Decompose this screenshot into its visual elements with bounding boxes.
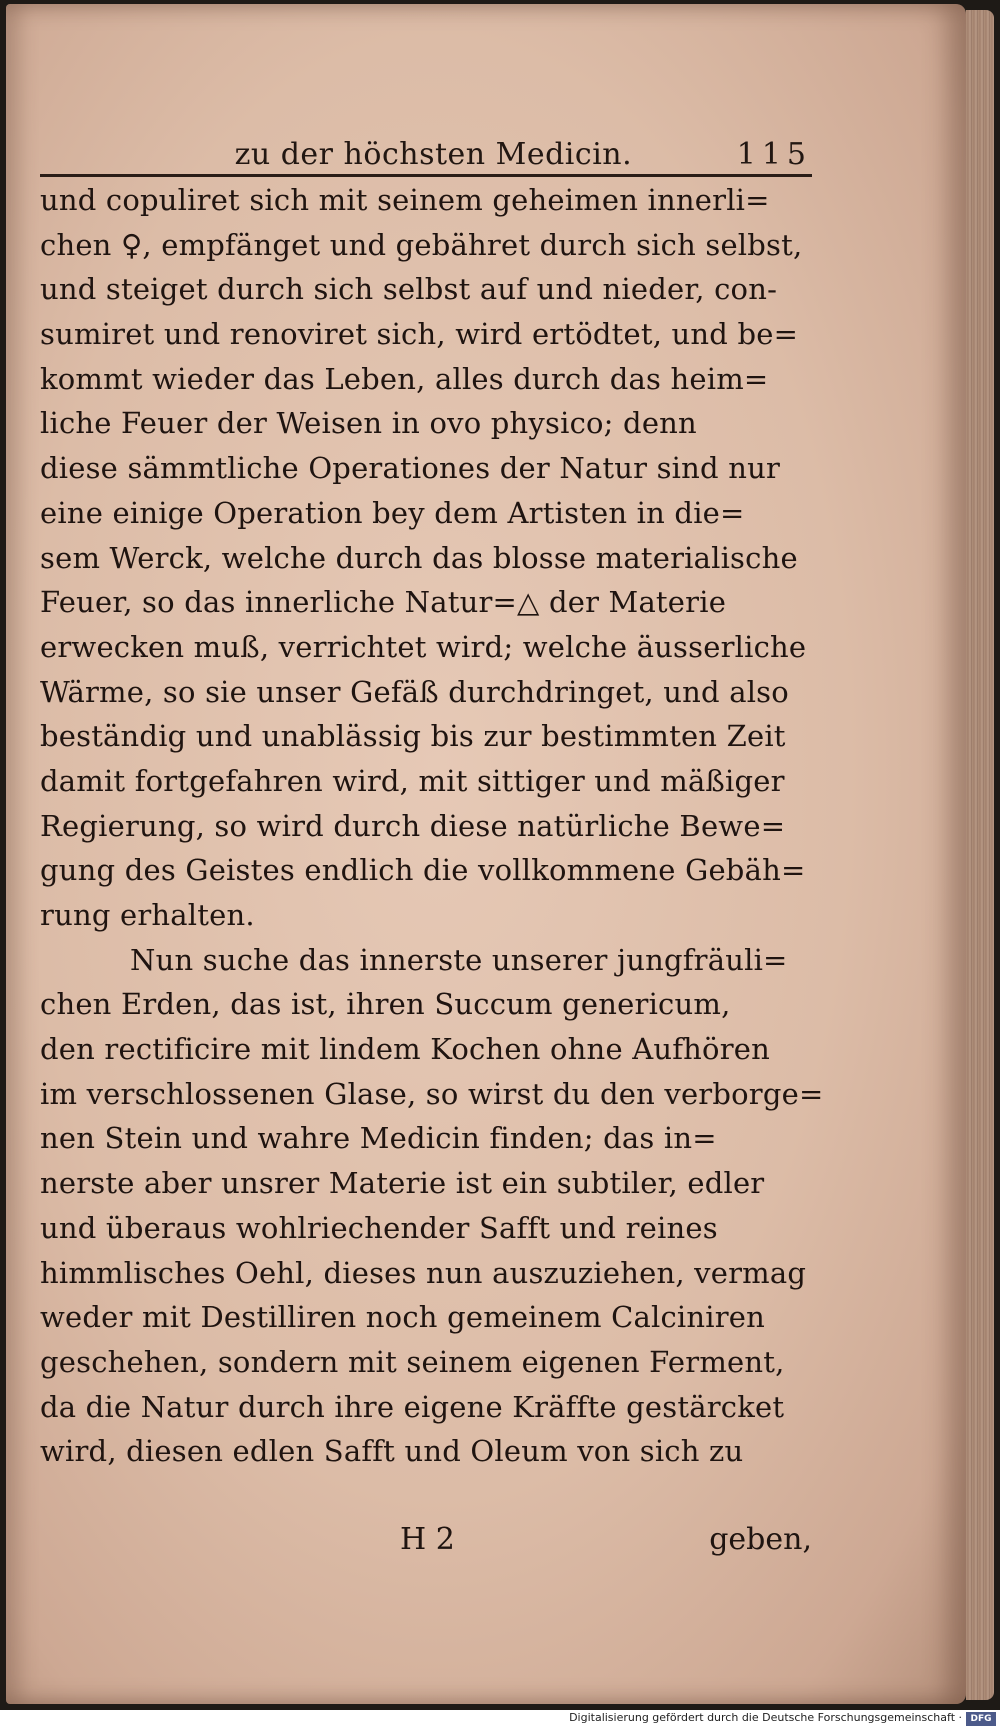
text-line: Regierung, so wird durch diese natürliche Bewe=	[40, 808, 786, 843]
text-line: kommt wieder das Leben, alles durch das heim=	[40, 361, 769, 396]
text-line: chen Erden, das ist, ihren Succum genericum,	[40, 987, 731, 1022]
text-line: Wärme, so sie unser Gefäß durchdringet, und also	[40, 674, 789, 709]
page-footer	[40, 1522, 812, 1568]
text-line: sumiret und renoviret sich, wird ertödtet, und be=	[40, 317, 799, 352]
text-line: himmlisches Oehl, dieses nun auszuziehen, vermag	[40, 1255, 807, 1290]
text-line: damit fortgefahren wird, mit sittiger und mäßiger	[40, 763, 785, 798]
dfg-logo-icon: DFG	[966, 1712, 996, 1726]
text-line: sem Werck, welche durch das blosse materialische	[40, 540, 798, 575]
header-rule	[40, 174, 812, 177]
text-line: erwecken muß, verrichtet wird; welche äusserliche	[40, 629, 807, 664]
text-line: den rectificire mit lindem Kochen ohne Aufhören	[40, 1032, 771, 1067]
text-line: weder mit Destilliren noch gemeinem Calciniren	[40, 1300, 766, 1335]
text-line: diese sämmtliche Operationes der Natur sind nur	[40, 451, 781, 486]
text-line: geschehen, sondern mit seinem eigenen Ferment,	[40, 1344, 785, 1379]
text-line: gung des Geistes endlich die vollkommene Gebäh=	[40, 853, 806, 888]
text-line: und copuliret sich mit seinem geheimen innerli=	[40, 183, 770, 217]
text-line: da die Natur durch ihre eigene Kräffte gestärcket	[40, 1389, 785, 1424]
credit-text: Digitalisierung gefördert durch die Deutsche Forschungsgemeinschaft ·	[569, 1711, 962, 1724]
page-number: 115	[736, 137, 812, 172]
text-line: eine einige Operation bey dem Artisten in die=	[40, 495, 745, 530]
text-line: und überaus wohlriechender Safft und reines	[40, 1210, 718, 1245]
page-header	[40, 128, 812, 172]
credit-bar	[0, 1710, 1000, 1729]
running-head: zu der höchsten Medicin.	[234, 137, 633, 172]
text-line: nen Stein und wahre Medicin finden; das in=	[40, 1121, 717, 1156]
text-line: liche Feuer der Weisen in ovo physico; denn	[40, 406, 697, 441]
text-line: beständig und unablässig bis zur bestimmten Zeit	[40, 719, 786, 754]
text-line: nerste aber unsrer Materie ist ein subtiler, edler	[40, 1166, 765, 1201]
page-edges	[966, 10, 994, 1700]
paragraph-start-line: Nun suche das innerste unserer jungfräuli=	[130, 942, 788, 977]
signature-mark: H 2	[400, 1522, 455, 1557]
text-line: und steiget durch sich selbst auf und nieder, con-	[40, 272, 778, 307]
text-line: Feuer, so das innerliche Natur=△ der Materie	[40, 585, 727, 620]
text-line: wird, diesen edlen Safft und Oleum von sich zu	[40, 1434, 744, 1469]
text-line: chen ♀, empfänget und gebähret durch sich selbst,	[40, 227, 803, 262]
body-text	[40, 178, 824, 1474]
text-line: rung erhalten.	[40, 898, 255, 932]
text-line: im verschlossenen Glase, so wirst du den verborge=	[40, 1076, 824, 1111]
catchword: geben,	[709, 1522, 812, 1557]
